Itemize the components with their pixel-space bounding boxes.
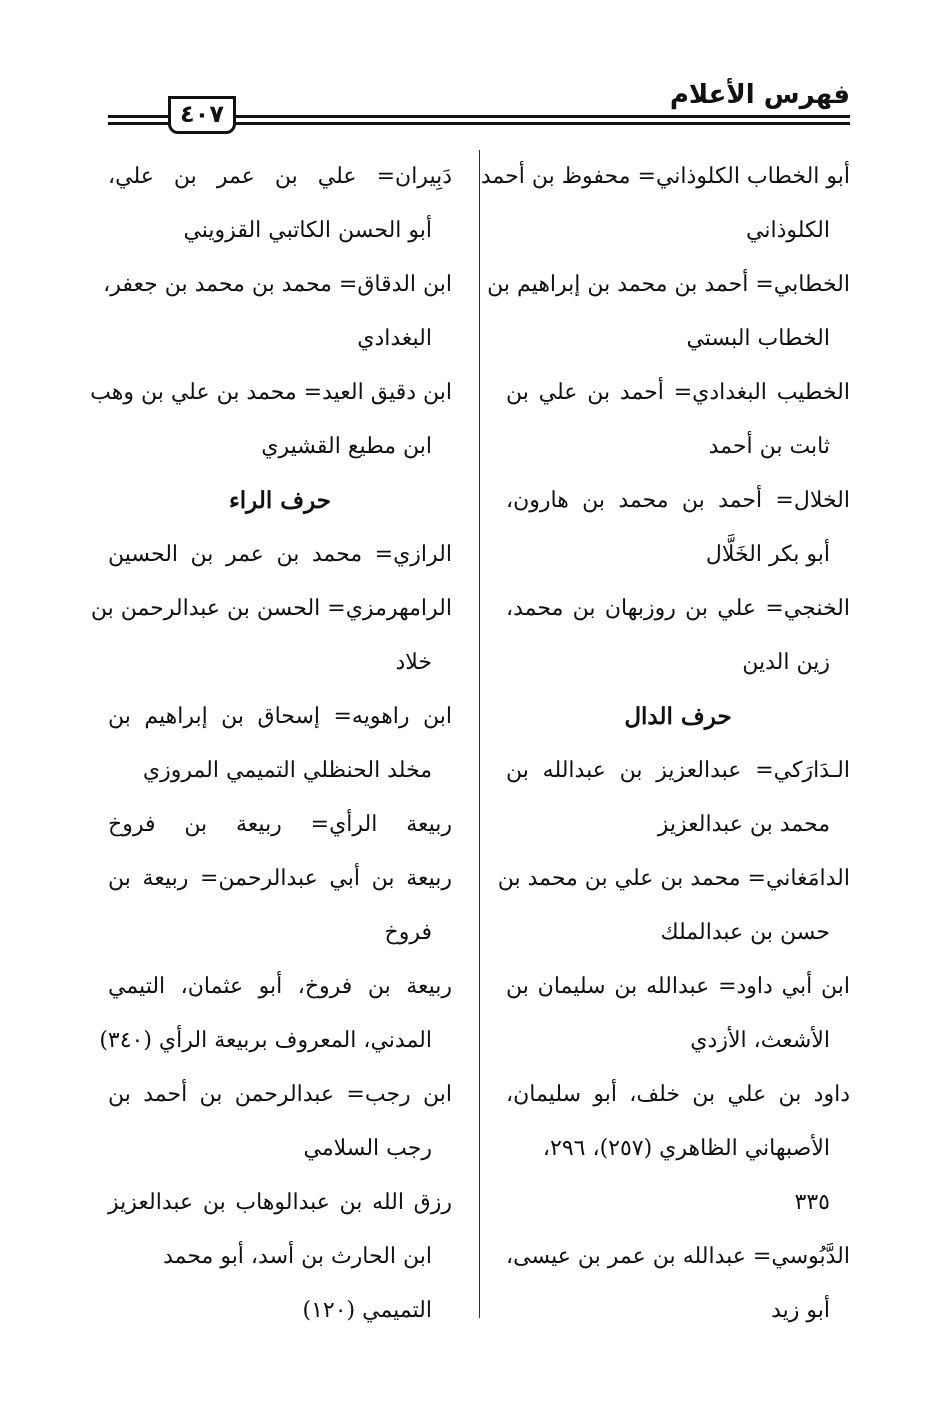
page-header xyxy=(108,78,850,134)
index-entry: الخلال= أحمد بن محمد بن هارون، xyxy=(506,488,850,513)
index-entry-continuation: ابن مطيع القشيري xyxy=(261,434,432,459)
index-entry: ابن أبي داود= عبدالله بن سليمان بن xyxy=(506,974,850,999)
index-entry-continuation: ابن الحارث بن أسد، أبو محمد xyxy=(163,1244,432,1269)
index-entry: الدامَغاني= محمد بن علي بن محمد بن xyxy=(497,866,850,891)
index-entry: الخطيب البغدادي= أحمد بن علي بن xyxy=(506,380,850,405)
index-entry: ابن الدقاق= محمد بن محمد بن جعفر، xyxy=(103,272,452,297)
section-heading: حرف الدال xyxy=(624,703,732,730)
index-entry-continuation: فروخ xyxy=(384,920,432,945)
index-entry: ابن رجب= عبدالرحمن بن أحمد بن xyxy=(108,1082,452,1107)
index-entry: الخنجي= علي بن روزبهان بن محمد، xyxy=(506,596,850,621)
index-entry-continuation: محمد بن عبدالعزيز xyxy=(657,812,830,837)
index-entry-continuation: البغدادي xyxy=(357,326,432,351)
index-entry-continuation: خلاد xyxy=(395,650,432,675)
index-entry: الرازي= محمد بن عمر بن الحسين xyxy=(108,542,452,567)
index-entry-continuation: ثابت بن أحمد xyxy=(708,434,830,459)
index-entry-continuation: حسن بن عبدالملك xyxy=(660,920,830,945)
index-entry: داود بن علي بن خلف، أبو سليمان، xyxy=(506,1082,850,1107)
index-entry-continuation: المدني، المعروف بربيعة الرأي (٣٤٠) xyxy=(99,1028,432,1053)
right-column xyxy=(480,150,850,1338)
page-number: ٤٠٧ xyxy=(168,96,236,134)
running-title: فهرس الأعلام xyxy=(669,80,850,110)
index-entry: الدَّبُوسي= عبدالله بن عمر بن عيسى، xyxy=(506,1244,850,1269)
index-entry: الرامهرمزي= الحسن بن عبدالرحمن بن xyxy=(90,596,452,621)
left-column xyxy=(90,150,452,1338)
index-entry: رزق الله بن عبدالوهاب بن عبدالعزيز xyxy=(108,1190,452,1215)
index-entry-continuation: مخلد الحنظلي التميمي المروزي xyxy=(142,758,432,783)
index-entry-continuation: أبو الحسن الكاتبي القزويني xyxy=(183,218,432,243)
index-entry-continuation: أبو زيد xyxy=(771,1298,830,1323)
index-entry: ربيعة بن أبي عبدالرحمن= ربيعة بن xyxy=(108,866,452,891)
index-entry-continuation: أبو بكر الخَلَّال xyxy=(705,542,830,567)
index-entry-continuation: ٣٣٥ xyxy=(794,1190,830,1215)
index-entry: أبو الخطاب الكلوذاني= محفوظ بن أحمد xyxy=(480,164,850,189)
index-entry-continuation: الأصبهاني الظاهري (٢٥٧)، ٢٩٦، xyxy=(542,1136,830,1161)
index-entry-continuation: الخطاب البستي xyxy=(686,326,830,351)
index-entry: ابن دقيق العيد= محمد بن علي بن وهب xyxy=(90,380,452,405)
index-entry-continuation: زين الدين xyxy=(742,650,830,675)
index-entry-continuation: الكلوذاني xyxy=(746,218,830,243)
index-entry: ربيعة الرأي= ربيعة بن فروخ xyxy=(108,812,452,837)
index-entry: دَبِيران= علي بن عمر بن علي، xyxy=(108,164,452,189)
index-entry-continuation: التميمي (١٢٠) xyxy=(302,1298,432,1323)
index-entry: الـدَارَكي= عبدالعزيز بن عبدالله بن xyxy=(506,758,850,783)
index-entry-continuation: الأشعث، الأزدي xyxy=(690,1028,830,1053)
index-entry: الخطابي= أحمد بن محمد بن إبراهيم بن xyxy=(487,272,850,297)
index-entry: ابن راهويه= إسحاق بن إبراهيم بن xyxy=(108,704,452,729)
index-entry: ربيعة بن فروخ، أبو عثمان، التيمي xyxy=(108,974,452,999)
section-heading: حرف الراء xyxy=(228,487,332,514)
index-entry-continuation: رجب السلامي xyxy=(303,1136,432,1161)
column-divider xyxy=(479,150,480,1318)
